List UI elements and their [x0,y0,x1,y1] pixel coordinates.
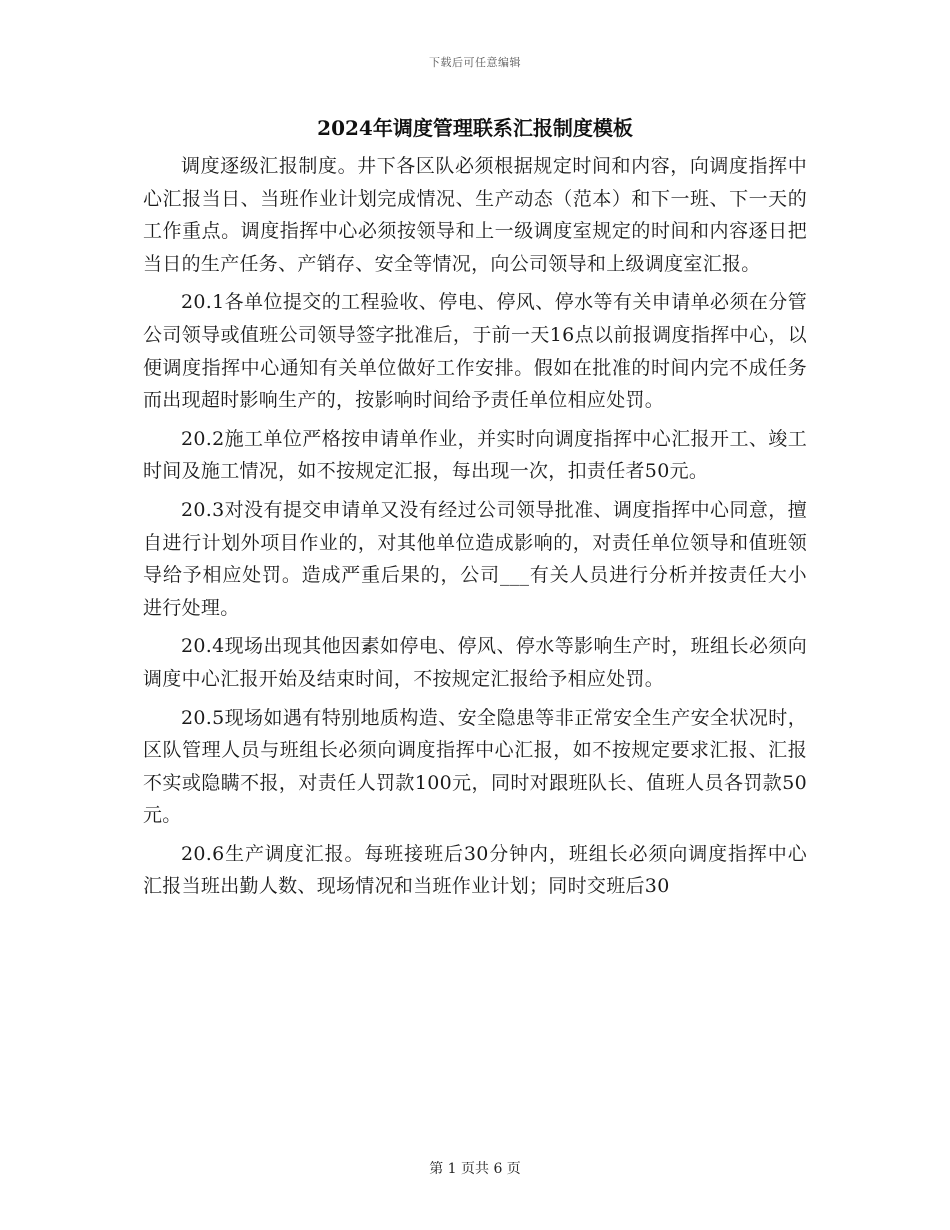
paragraph-20-3: 20.3对没有提交申请单又没有经过公司领导批准、调度指挥中心同意，擅自进行计划外项目作业的，对其他单位造成影响的，对责任单位领导和值班领导给予相应处罚。造成严重后果的，公司___有关人员进行分析并按责任大小进行处理。 [143,498,807,619]
paragraph-20-1: 20.1各单位提交的工程验收、停电、停风、停水等有关申请单必须在分管公司领导或值班公司领导签字批准后，于前一天16点以前报调度指挥中心，以便调度指挥中心通知有关单位做好工作安排。假如在批准的时间内完不成任务而出现超时影响生产的，按影响时间给予责任单位相应处罚。 [143,291,807,412]
paragraph-20-2: 20.2施工单位严格按申请单作业，并实时向调度指挥中心汇报开工、竣工时间及施工情况，如不按规定汇报，每出现一次，扣责任者50元。 [143,427,807,483]
page-number: 第 1 页共 6 页 [429,1161,521,1177]
paragraph-intro: 调度逐级汇报制度。井下各区队必须根据规定时间和内容，向调度指挥中心汇报当日、当班作业计划完成情况、生产动态（范本）和下一班、下一天的工作重点。调度指挥中心必须按领导和上一级调度室规定的时间和内容逐日把当日的生产任务、产销存、安全等情况，向公司领导和上级调度室汇报。 [143,155,807,275]
document-body [143,150,807,909]
header-note: 下载后可任意编辑 [429,56,521,69]
paragraph-20-5: 20.5现场如遇有特别地质构造、安全隐患等非正常安全生产安全状况时，区队管理人员与班组长必须向调度指挥中心汇报，如不按规定要求汇报、汇报不实或隐瞒不报，对责任人罚款100元，同时对跟班队长、值班人员各罚款50元。 [143,706,807,827]
paragraph-20-6: 20.6生产调度汇报。每班接班后30分钟内，班组长必须向调度指挥中心汇报当班出勤人数、现场情况和当班作业计划；同时交班后30 [143,842,807,898]
document-title: 2024年调度管理联系汇报制度模板 [317,116,633,140]
paragraph-20-4: 20.4现场出现其他因素如停电、停风、停水等影响生产时，班组长必须向调度中心汇报开始及结束时间，不按规定汇报给予相应处罚。 [143,635,807,690]
